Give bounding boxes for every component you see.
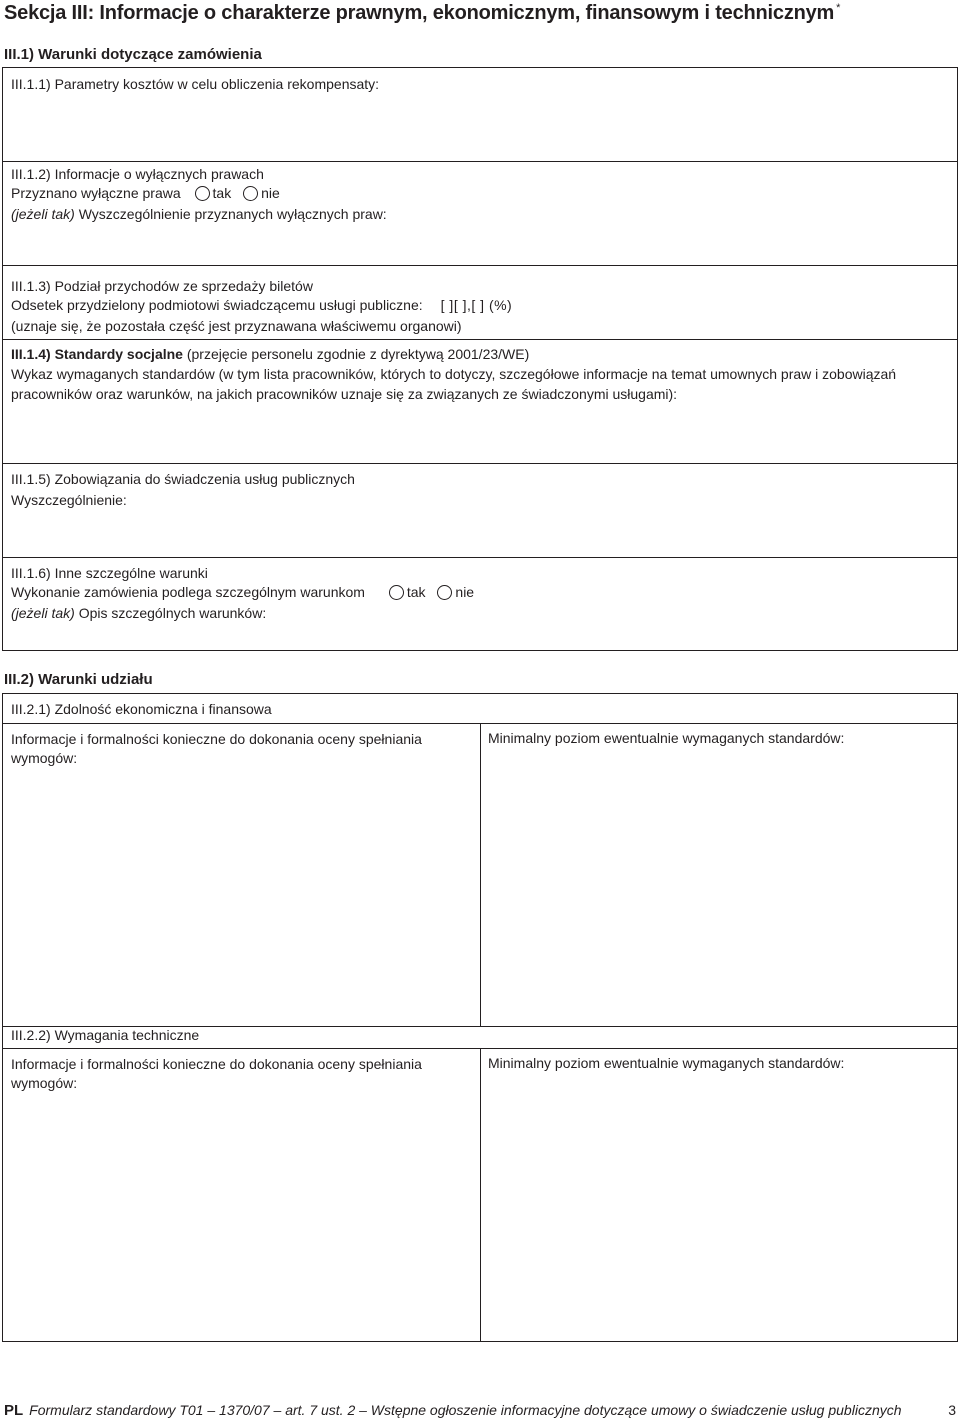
- economic-capacity-requirements-label: Informacje i formalności konieczne do dokonania oceny spełniania wymogów:: [11, 731, 422, 766]
- technical-min-standards-label: Minimalny poziom ewentualnie wymaganych standardów:: [488, 1055, 845, 1071]
- conditional-note: (jeżeli tak): [11, 605, 75, 621]
- subsection-iii-1-5-heading: III.1.5) Zobowiązania do świadczenia usług publicznych: [11, 471, 355, 487]
- subsection-iii-1-3-heading: III.1.3) Podział przychodów ze sprzedaży biletów: [11, 278, 313, 294]
- page-footer: [4, 1402, 956, 1419]
- special-conditions-yes-label: tak: [406, 584, 426, 600]
- exclusive-rights-yes-label: tak: [212, 185, 232, 201]
- subsection-iii-1-1-text: III.1.1) Parametry kosztów w celu obliczenia rekompensaty:: [11, 76, 380, 92]
- special-conditions-detail-row: [11, 605, 266, 621]
- exclusive-rights-detail-label: Wyszczególnienie przyznanych wyłącznych praw:: [78, 206, 387, 222]
- subsection-iii-1-4-note: (przejęcie personelu zgodnie z dyrektywą 2001/23/WE): [186, 346, 530, 362]
- divider: [3, 463, 957, 464]
- divider: [3, 265, 957, 266]
- revenue-share-row: [11, 297, 512, 313]
- revenue-share-label: Odsetek przydzielony podmiotowi świadczącemu usługi publiczne:: [11, 297, 423, 313]
- section-heading-iii-1: III.1) Warunki dotyczące zamówienia: [4, 46, 262, 63]
- column-divider: [480, 1048, 481, 1342]
- title-asterisk: *: [836, 2, 841, 14]
- section-iii-2-frame: [2, 693, 958, 1342]
- divider: [3, 339, 957, 340]
- page-title: [4, 2, 840, 25]
- subsection-iii-1-4-heading: [11, 346, 529, 362]
- exclusive-rights-question: Przyznano wyłączne prawa: [11, 185, 181, 201]
- revenue-share-percent-field[interactable]: [ ][ ],[ ] (%): [440, 297, 513, 313]
- subsection-iii-1-4-title: III.1.4) Standardy socjalne: [11, 346, 183, 362]
- special-conditions-question: Wykonanie zamówienia podlega szczególnym warunkom: [11, 584, 365, 600]
- divider: [3, 557, 957, 558]
- revenue-share-note: (uznaje się, że pozostała część jest przyznawana właściwemu organowi): [11, 318, 462, 334]
- special-conditions-no-radio[interactable]: [437, 585, 452, 600]
- special-conditions-no-label: nie: [455, 584, 475, 600]
- exclusive-rights-question-row: [11, 185, 280, 201]
- footer-form-text: Formularz standardowy T01 – 1370/07 – art. 7 ust. 2 – Wstępne ogłoszenie informacyjne dotyczące umowy o świadczenie usług publicznych: [29, 1402, 902, 1418]
- subsection-iii-1-6-heading: III.1.6) Inne szczególne warunki: [11, 565, 208, 581]
- social-standards-body-line-1: Wykaz wymaganych standardów (w tym lista pracowników, których to dotyczy, szczegółowe informacje na temat umownych praw i zobowiązań: [11, 366, 897, 382]
- page-title-text: Sekcja III: Informacje o charakterze prawnym, ekonomicznym, finansowym i technicznym: [4, 2, 835, 24]
- exclusive-rights-yes-radio[interactable]: [195, 186, 210, 201]
- subsection-iii-1-2-heading: III.1.2) Informacje o wyłącznych prawach: [11, 166, 264, 182]
- conditional-note: (jeżeli tak): [11, 206, 75, 222]
- column-divider: [480, 723, 481, 1026]
- special-conditions-detail-label: Opis szczególnych warunków:: [78, 605, 267, 621]
- subsection-iii-1-1-heading: [11, 76, 379, 92]
- economic-capacity-min-standards-label: Minimalny poziom ewentualnie wymaganych standardów:: [488, 730, 845, 746]
- exclusive-rights-no-radio[interactable]: [243, 186, 258, 201]
- divider: [3, 161, 957, 162]
- page-number: 3: [948, 1402, 956, 1418]
- section-iii-1-frame: [2, 67, 958, 651]
- technical-requirements-label: Informacje i formalności konieczne do dokonania oceny spełniania wymogów:: [11, 1056, 422, 1091]
- social-standards-body-line-2: pracowników oraz warunków, na jakich pracowników uznaje się za związanych ze świadczonymi usługami):: [11, 386, 678, 402]
- special-conditions-yes-radio[interactable]: [389, 585, 404, 600]
- section-heading-iii-2: III.2) Warunki udziału: [4, 671, 153, 688]
- subsection-iii-2-2-heading: III.2.2) Wymagania techniczne: [11, 1027, 200, 1043]
- exclusive-rights-no-label: nie: [261, 185, 280, 201]
- special-conditions-question-row: [11, 584, 474, 600]
- exclusive-rights-detail-row: [11, 206, 387, 222]
- subsection-iii-2-1-heading: III.2.1) Zdolność ekonomiczna i finansowa: [11, 701, 272, 717]
- public-service-obligations-label: Wyszczególnienie:: [11, 492, 127, 508]
- footer-language: PL: [4, 1402, 24, 1419]
